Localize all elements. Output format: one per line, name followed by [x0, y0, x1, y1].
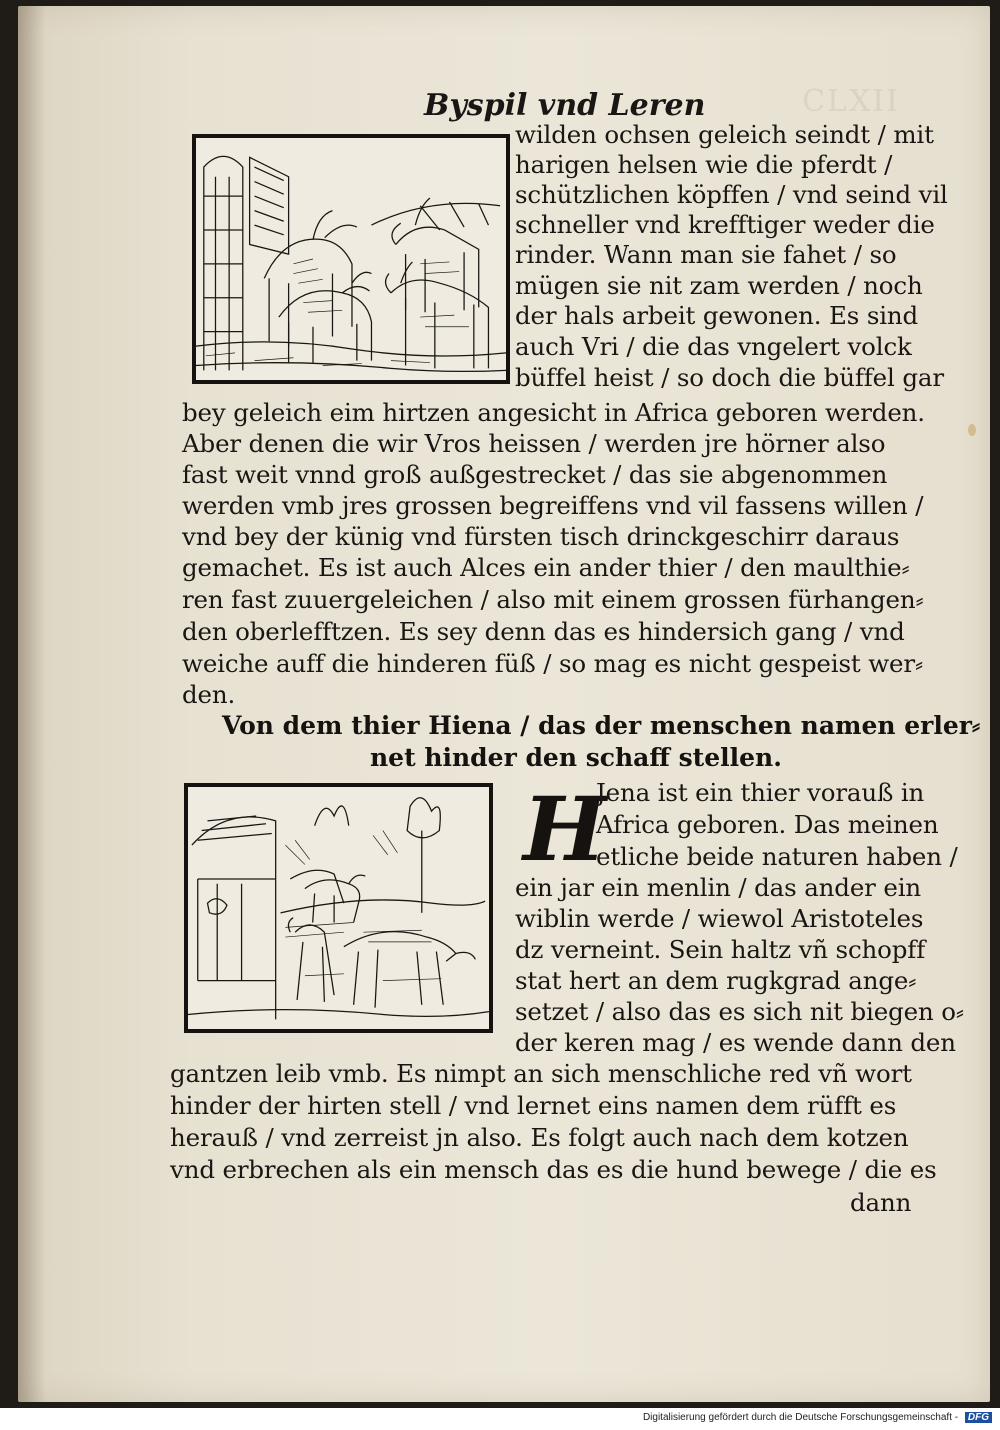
- bleed-through-text: CLXII: [802, 84, 900, 119]
- paper-stain: [968, 424, 976, 436]
- section-heading: net hinder den schaff stellen.: [370, 743, 782, 772]
- text-line: Jena ist ein thier vorauß in: [596, 778, 925, 807]
- text-line: wiblin werde / wiewol Aristoteles: [515, 904, 924, 933]
- text-line: etliche beide naturen haben /: [596, 842, 958, 871]
- decorated-initial: H: [523, 777, 607, 881]
- text-line: bey geleich eim hirtzen angesicht in Africa geboren werden.: [182, 398, 925, 427]
- text-line: herauß / vnd zerreist jn also. Es folgt auch nach dem kotzen: [170, 1123, 909, 1152]
- text-line: setzet / also das es sich nit biegen o⸗: [515, 997, 964, 1026]
- text-line: der keren mag / es wende dann den: [515, 1028, 956, 1057]
- text-line: den.: [182, 680, 236, 709]
- text-line: werden vmb jres grossen begreiffens vnd vil fassens willen /: [182, 491, 924, 520]
- digitization-footer: [643, 1412, 992, 1423]
- section-heading: Von dem thier Hiena / das der menschen namen erler⸗: [222, 711, 981, 740]
- text-line: gemachet. Es ist auch Alces ein ander thier / den maulthie⸗: [182, 553, 910, 582]
- oxen-woodcut-drawing: [196, 138, 506, 380]
- text-line: wilden ochsen geleich seindt / mit: [515, 120, 934, 149]
- text-line: stat hert an dem rugkgrad ange⸗: [515, 966, 917, 995]
- text-line: harigen helsen wie die pferdt /: [515, 150, 893, 179]
- text-line: ren fast zuuergeleichen / also mit einem grossen fürhangen⸗: [182, 585, 924, 614]
- catchword: dann: [850, 1188, 912, 1217]
- text-line: gantzen leib vmb. Es nimpt an sich menschliche red vñ wort: [170, 1059, 912, 1088]
- text-line: schützlichen köpffen / vnd seind vil: [515, 180, 948, 209]
- text-line: fast weit vnnd groß außgestrecket / das sie abgenommen: [182, 460, 888, 489]
- text-line: der hals arbeit gewonen. Es sind: [515, 301, 919, 330]
- text-line: dz verneint. Sein haltz vñ schopff: [515, 935, 926, 964]
- hyena-woodcut-drawing: [188, 787, 489, 1029]
- text-line: weiche auff die hinderen füß / so mag es nicht gespeist wer⸗: [182, 649, 923, 678]
- text-line: büffel heist / so doch die büffel gar: [515, 363, 944, 392]
- text-line: auch Vri / die das vngelert volck: [515, 332, 912, 361]
- woodcut-hyena-illustration: [184, 783, 493, 1033]
- text-line: vnd erbrechen als ein mensch das es die hund bewege / die es: [170, 1155, 937, 1184]
- footer-credit-text: Digitalisierung gefördert durch die Deutsche Forschungsgemeinschaft -: [642, 1412, 959, 1423]
- text-line: Africa geboren. Das meinen: [596, 810, 939, 839]
- text-line: rinder. Wann man sie fahet / so: [515, 240, 897, 269]
- text-line: vnd bey der künig vnd fürsten tisch drinckgeschirr daraus: [182, 522, 900, 551]
- text-line: hinder der hirten stell / vnd lernet eins namen dem rüfft es: [170, 1091, 897, 1120]
- text-line: Aber denen die wir Vros heissen / werden jre hörner also: [182, 429, 886, 458]
- text-line: den oberlefftzen. Es sey denn das es hindersich gang / vnd: [182, 617, 905, 646]
- dfg-logo: DFG: [965, 1412, 992, 1423]
- running-head: Byspil vnd Leren: [424, 88, 706, 123]
- woodcut-oxen-illustration: [192, 134, 510, 384]
- book-page: [18, 6, 990, 1402]
- text-line: ein jar ein menlin / das ander ein: [515, 873, 922, 902]
- text-line: schneller vnd krefftiger weder die: [515, 210, 935, 239]
- text-line: mügen sie nit zam werden / noch: [515, 271, 923, 300]
